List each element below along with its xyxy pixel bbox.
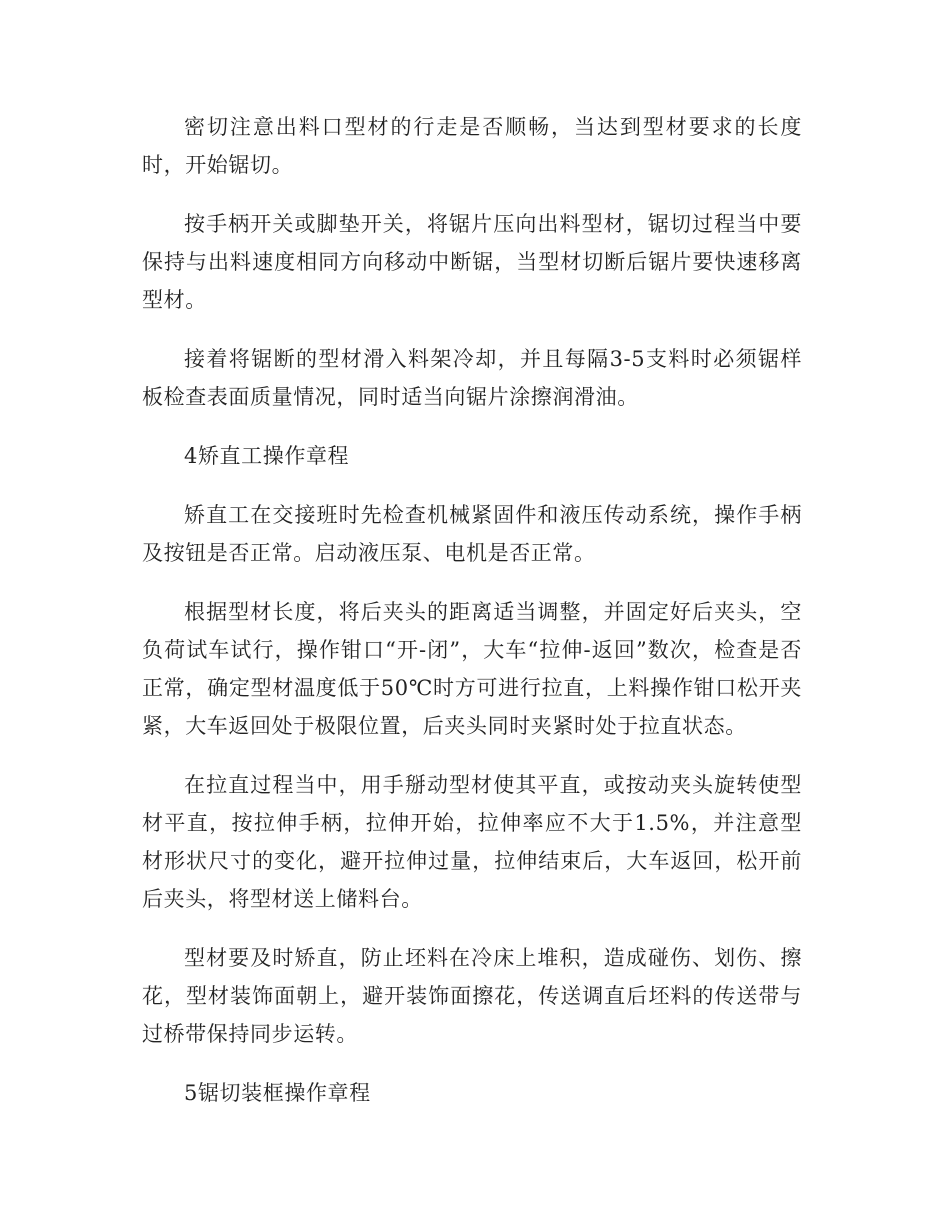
paragraph-cooling-inspection: 接着将锯断的型材滑入料架冷却，并且每隔3-5支料时必须锯样板检查表面质量情况，同时适当向锯片涂擦润滑油。 — [142, 347, 802, 409]
section-heading-straightening: 4矫直工操作章程 — [184, 444, 350, 468]
paragraph-timely-straightening: 型材要及时矫直，防止坯料在冷床上堆积，造成碰伤、划伤、擦花，型材装饰面朝上，避开装饰面擦花，传送调直后坯料的传送带与过桥带保持同步运转。 — [142, 946, 802, 1046]
document-body — [142, 108, 802, 1133]
paragraph-adjust-trial: 根据型材长度，将后夹头的距离适当调整，并固定好后夹头，空负荷试车试行，操作钳口“开-闭”，大车“拉伸-返回”数次，检查是否正常，确定型材温度低于50℃时方可进行拉直，上料操作钳口松开夹紧，大车返回处于极限位置，后夹头同时夹紧时处于拉直状态。 — [142, 600, 802, 738]
section-heading-sawing-framing: 5锯切装框操作章程 — [184, 1081, 371, 1105]
paragraph-sawing-process: 按手柄开关或脚垫开关，将锯片压向出料型材，锯切过程当中要保持与出料速度相同方向移动中断锯，当型材切断后锯片要快速移离型材。 — [142, 212, 802, 312]
paragraph-stretching: 在拉直过程当中，用手掰动型材使其平直，或按动夹头旋转使型材平直，按拉伸手柄，拉伸开始，拉伸率应不大于1.5%，并注意型材形状尺寸的变化，避开拉伸过量，拉伸结束后，大车返回，松开前后夹头，将型材送上储料台。 — [142, 773, 802, 911]
paragraph-sawing-start: 密切注意出料口型材的行走是否顺畅，当达到型材要求的长度时，开始锯切。 — [142, 115, 802, 177]
paragraph-shift-check: 矫直工在交接班时先检查机械紧固件和液压传动系统，操作手柄及按钮是否正常。启动液压泵、电机是否正常。 — [142, 503, 802, 565]
